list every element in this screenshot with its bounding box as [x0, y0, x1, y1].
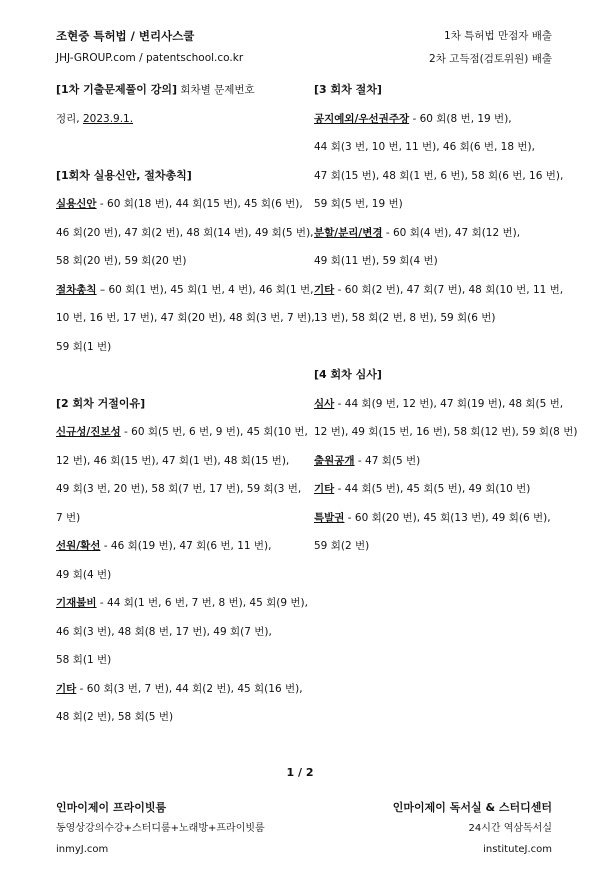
entry-exception-priority: 공지예외/우선권주장 - 60 회(8 번, 19 번), 44 회(3 번, 10 번, 11 번), 46 회(6 번, 18 번), 47 회(15 번), 48 회(1 번, 6 번), 58 회(6 번, 16 번), 59 회(5 번, 19 번) [314, 112, 564, 210]
header-title: 조현중 특허법 / 변리사스쿨 [56, 29, 195, 43]
intro-title: [1차 기출문제풀이 강의] 회차별 문제번호 [56, 83, 255, 96]
entry-procedure-general: 절차총칙 – 60 회(1 번), 45 회(1 번, 4 번), 46 회(1 번, 10 번, 16 번, 17 번), 47 회(20 번), 48 회(3 번, 7 번), 59 회(1 번) [56, 283, 315, 353]
entry-division-conversion: 분할/분리/변경 - 60 회(4 번), 47 회(12 번), 49 회(11 번), 59 회(4 번) [314, 226, 521, 267]
section-title-4: [4 회차 심사] [314, 368, 382, 381]
left-column [56, 76, 315, 732]
header-note-1: 1차 특허법 만점자 배출 [444, 30, 552, 42]
entry-publication: 출원공개 - 47 회(5 번) [314, 454, 421, 467]
section-title-1: [1회차 실용신안, 절차총칙] [56, 168, 192, 182]
entry-keyword: 신규성/진보성 [56, 426, 121, 438]
entry-keyword: 출원공개 [314, 454, 355, 467]
entry-other-procedure: 기타 - 60 회(2 번), 47 회(7 번), 48 회(10 번, 11 번, 13 번), 58 회(2 번, 8 번), 59 회(6 번) [314, 283, 564, 324]
entry-keyword: 절차총칙 [56, 283, 97, 296]
entry-other-rejection: 기타 - 60 회(3 번, 7 번), 44 회(2 번), 45 회(16 번), 48 회(2 번), 58 회(5 번) [56, 682, 303, 723]
footer-right [393, 797, 552, 860]
header-right [429, 28, 552, 66]
entry-keyword: 선원/확선 [56, 540, 101, 552]
section-title-3: [3 회차 절차] [314, 83, 382, 96]
entry-novelty: 신규성/진보성 - 60 회(5 번, 6 번, 9 번), 45 회(10 번, 12 번), 46 회(15 번), 47 회(1 번), 48 회(15 번), 49 회(3 번, 20 번), 58 회(7 번, 17 번), 59 회(3 번, 7 번) [56, 426, 308, 524]
footer-right-url: instituteJ.com [483, 844, 552, 855]
header-website: JHJ-GROUP.com / patentschool.co.kr [56, 52, 244, 64]
entry-examination: 심사 - 44 회(9 번, 12 번), 47 회(19 번), 48 회(5 번, 12 번), 49 회(15 번, 16 번), 58 회(12 번), 59 회(8 번) [314, 397, 578, 438]
footer-left [56, 797, 265, 860]
footer-right-sub: 24시간 역삼독서실 [468, 823, 552, 834]
entry-keyword: 기타 [56, 682, 77, 695]
page-number: 1 / 2 [286, 766, 314, 779]
entry-keyword: 분할/분리/변경 [314, 226, 383, 239]
section-title-2: [2 회차 거절이유] [56, 396, 146, 410]
entry-keyword: 기타 [314, 483, 335, 495]
entry-keyword: 심사 [314, 397, 335, 410]
entry-patent-right: 특발권 - 60 회(20 번), 45 회(13 번), 49 회(6 번), 59 회(2 번) [314, 511, 551, 552]
entry-other-exam: 기타 - 44 회(5 번), 45 회(5 번), 49 회(10 번) [314, 483, 531, 495]
header-left [56, 28, 243, 64]
footer-right-title: 인마이제이 독서실 & 스터디센터 [392, 801, 552, 814]
right-column [314, 76, 578, 561]
header-note-2: 2차 고득점(검토위원) 배출 [429, 53, 552, 65]
entry-utility-model: 실용신안 - 60 회(18 번), 44 회(15 번), 45 회(6 번), 46 회(20 번), 47 회(2 번), 48 회(14 번), 49 회(5 번), 58 회(20 번), 59 회(20 번) [56, 198, 314, 267]
entry-prior-application: 선원/확선 - 46 회(19 번), 47 회(6 번, 11 번), 49 회(4 번) [56, 540, 272, 581]
intro-date: 정리, 2023.9.1. [56, 112, 134, 125]
entry-keyword: 실용신안 [56, 198, 97, 210]
entry-description-defect: 기재불비 - 44 회(1 번, 6 번, 7 번, 8 번), 45 회(9 번), 46 회(3 번), 48 회(8 번, 17 번), 49 회(7 번), 58 회(1 번) [56, 597, 308, 666]
footer-left-url: inmyJ.com [56, 844, 109, 855]
entry-keyword: 기타 [314, 283, 335, 296]
footer-left-title: 인마이제이 프라이빗룸 [56, 801, 167, 814]
entry-keyword: 특발권 [314, 511, 345, 524]
footer-left-sub: 동영상강의수강+스터디룸+노래방+프라이빗룸 [56, 823, 265, 834]
entry-keyword: 기재불비 [56, 597, 97, 609]
entry-keyword: 공지예외/우선권주장 [314, 112, 410, 125]
